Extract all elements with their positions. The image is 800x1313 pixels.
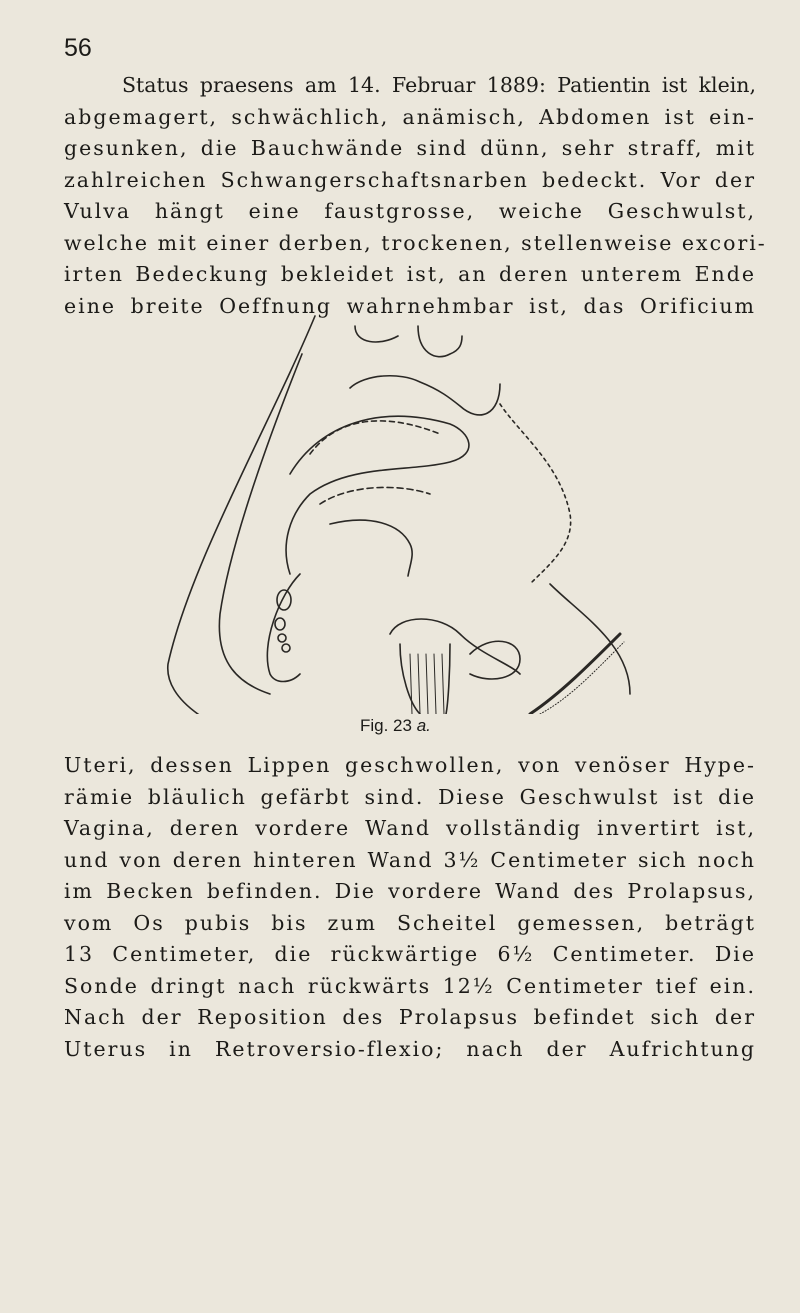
text-line: zahlreichen Schwangerschaftsnarben bedeckt. Vor der <box>64 167 756 192</box>
caption-suffix: a. <box>416 716 431 735</box>
paragraph-bottom <box>64 750 756 1065</box>
rectum-curve <box>550 584 630 694</box>
text-line: Uterus in Retroversio-flexio; nach der Aufrichtung <box>64 1036 756 1061</box>
page-number: 56 <box>64 34 92 62</box>
perineum-hatching <box>540 642 624 714</box>
prolapse-hatching <box>410 654 444 714</box>
ovary-mark <box>277 590 291 610</box>
paragraph-top <box>64 70 767 322</box>
ovary-mark <box>275 618 285 630</box>
text-line: eine breite Oeffnung wahrnehmbar ist, das Orificium <box>64 293 756 318</box>
prolapse-outline <box>446 644 450 714</box>
anatomical-figure <box>150 314 650 714</box>
cavity-curve <box>330 520 412 576</box>
text-line: im Becken befinden. Die vordere Wand des Prolapsus, <box>64 879 756 903</box>
text-line: rämie bläulich gefärbt sind. Diese Geschwulst ist die <box>64 784 756 809</box>
text-line: Sonde dringt nach rückwärts 12½ Centimeter tief ein. <box>64 973 756 998</box>
text-line: und von deren hinteren Wand 3½ Centimeter sich noch <box>64 847 756 872</box>
text-line: irten Bedeckung bekleidet ist, an deren unterem Ende <box>64 262 756 286</box>
perineum-hatching <box>530 634 620 714</box>
ovary-mark <box>282 644 290 652</box>
figure-caption <box>360 716 431 736</box>
text-line: gesunken, die Bauchwände sind dünn, sehr straff, mit <box>64 136 756 160</box>
text-line: Status praesens am 14. Februar 1889: Patientin ist klein, <box>122 73 756 97</box>
rectum-curve <box>500 404 571 584</box>
text-line: vom Os pubis bis zum Scheitel gemessen, beträgt <box>64 910 756 935</box>
text-line: welche mit einer derben, trockenen, stellenweise excori- <box>64 230 767 255</box>
loop-left <box>355 326 398 342</box>
text-line: Vagina, deren vordere Wand vollständig invertirt ist, <box>64 816 756 840</box>
cavity-curve <box>320 487 430 504</box>
prolapse-outline <box>390 619 520 674</box>
text-line: Uteri, dessen Lippen geschwollen, von venöser Hype- <box>64 753 756 777</box>
uterus-curve <box>286 416 469 574</box>
text-line: Nach der Reposition des Prolapsus befindet sich der <box>64 1005 756 1029</box>
text-line: 13 Centimeter, die rückwärtige 6½ Centimeter. Die <box>64 942 756 966</box>
uterus-curve <box>310 421 440 454</box>
ovary-mark <box>278 634 286 642</box>
text-line: Vulva hängt eine faustgrosse, weiche Geschwulst, <box>64 199 756 223</box>
text-line: abgemagert, schwächlich, anämisch, Abdomen ist ein- <box>64 104 756 129</box>
pelvis-contour <box>219 354 302 694</box>
caption-label: Fig. 23 <box>360 716 412 735</box>
uterus-outline <box>350 376 500 415</box>
loop-right <box>418 326 462 357</box>
